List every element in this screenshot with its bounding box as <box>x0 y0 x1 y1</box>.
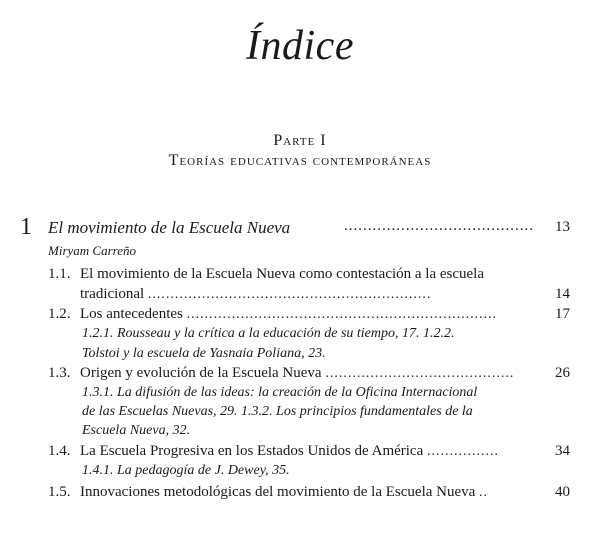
section-number: 1.4. <box>48 443 71 459</box>
section-number: 1.1. <box>48 266 71 282</box>
section-dot-leader: .. <box>479 485 489 500</box>
section-title-line: Origen y evolución de la Escuela Nueva .......................................... <box>80 365 515 381</box>
section-dot-leader: .......................................... <box>325 366 515 381</box>
section-title-line: Innovaciones metodológicas del movimiento de la Escuela Nueva .. <box>80 484 489 500</box>
subsection-line: 1.4.1. La pedagogía de J. Dewey, 35. <box>82 463 290 478</box>
section-title-line: Los antecedentes ..................................................................... <box>80 306 498 322</box>
chapter-page-number: 13 <box>555 219 570 235</box>
part-label: Parte I <box>273 132 327 149</box>
chapter-author: Miryam Carreño <box>48 243 136 258</box>
section-number: 1.3. <box>48 365 71 381</box>
section-title-line: tradicional ............................................................... <box>80 286 432 302</box>
section-title-line: El movimiento de la Escuela Nueva como contestación a la escuela <box>80 266 485 282</box>
section-page-number: 40 <box>555 484 570 500</box>
subsection-line: 1.2.1. Rousseau y la crítica a la educación de su tiempo, 17. 1.2.2. <box>82 326 455 341</box>
subsection-line: Tolstoi y la escuela de Yasnaia Poliana, 23. <box>82 346 326 361</box>
section-dot-leader: ................ <box>427 444 499 459</box>
section-number: 1.5. <box>48 484 71 500</box>
chapter-dot-leader: ........................................ <box>344 218 534 234</box>
subsection-line: de las Escuelas Nuevas, 29. 1.3.2. Los principios fundamentales de la <box>82 404 473 419</box>
section-page-number: 14 <box>555 286 570 302</box>
section-number: 1.2. <box>48 306 71 322</box>
part-subtitle: Teorías educativas contemporáneas <box>168 152 432 169</box>
subsection-line: 1.3.1. La difusión de las ideas: la creación de la Oficina Internacional <box>82 385 478 400</box>
section-page-number: 26 <box>555 365 570 381</box>
section-page-number: 34 <box>555 443 570 459</box>
chapter-title: El movimiento de la Escuela Nueva <box>48 218 291 237</box>
section-dot-leader: ............................................................... <box>147 287 432 302</box>
chapter-number: 1 <box>20 214 32 240</box>
section-title-line: La Escuela Progresiva en los Estados Unidos de América ................ <box>80 443 499 459</box>
section-dot-leader: ..................................................................... <box>186 307 498 322</box>
section-page-number: 17 <box>555 306 570 322</box>
page-title: Índice <box>246 23 354 69</box>
subsection-line: Escuela Nueva, 32. <box>82 423 191 438</box>
